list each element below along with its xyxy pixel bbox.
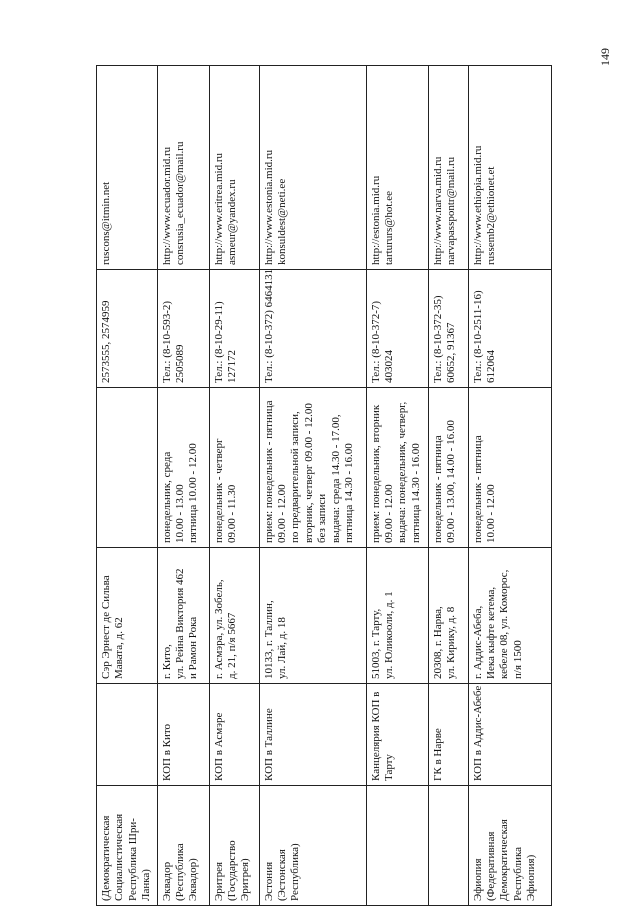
country-cell-line: Республика) <box>289 843 302 901</box>
country-cell-line: (Эстонская <box>276 849 289 901</box>
address-cell-line: д. 21, п/я 5667 <box>226 612 239 679</box>
country-cell-line: Эритрея <box>212 861 225 901</box>
country-cell-line: Демократическая <box>498 819 511 901</box>
hours-cell-line: понедельник - четверг <box>212 438 225 543</box>
website-link[interactable]: http://www.ethiopia.mid.ru <box>471 145 484 265</box>
phone-cell <box>468 270 551 388</box>
phone-cell <box>157 270 209 388</box>
office-cell <box>428 684 468 786</box>
hours-cell <box>468 388 551 548</box>
hours-cell-line: вторник, четверг 09.00 - 12.00 <box>302 403 315 543</box>
office-cell-line: КОП в Асмэре <box>212 712 225 781</box>
consular-table-rotated <box>96 66 548 906</box>
address-cell-line: г. Кито, <box>160 644 173 679</box>
phone-cell-line: 60652, 91367 <box>445 322 458 383</box>
hours-cell-line: пятница 14.30 - 16.00 <box>409 443 422 543</box>
contacts-cell <box>157 66 209 270</box>
contacts-cell-line[interactable]: tartururs@hot.ee <box>383 191 396 265</box>
table-row <box>97 66 158 906</box>
address-cell <box>259 548 366 684</box>
phone-cell-line: Тел.: (8-10-372) 6464131 <box>262 268 275 383</box>
table-row <box>366 66 428 906</box>
contacts-cell <box>366 66 428 270</box>
hours-cell <box>97 388 158 548</box>
contacts-cell-line[interactable]: konsuldest@neti.ee <box>276 178 289 265</box>
contacts-cell <box>97 66 158 270</box>
phone-cell-line: 2573555, 2574959 <box>100 300 112 383</box>
phone-cell <box>366 270 428 388</box>
hours-cell <box>209 388 259 548</box>
phone-cell <box>209 270 259 388</box>
website-link[interactable]: ruscons@itmin.net <box>100 181 112 265</box>
phone-cell-line: Тел.: (8-10-29-11) <box>212 301 225 383</box>
country-cell-line: Ланка) <box>140 869 153 901</box>
country-cell-line: (Федеративная <box>485 831 498 901</box>
hours-cell-line: прием: понедельник, вторник <box>369 404 382 543</box>
country-cell-line: (Государство <box>226 840 239 901</box>
hours-cell <box>259 388 366 548</box>
table-body <box>97 66 552 906</box>
table-row <box>157 66 209 906</box>
address-cell <box>209 548 259 684</box>
country-cell <box>209 786 259 906</box>
website-link[interactable]: http://www.eritrea.mid.ru <box>212 152 225 265</box>
address-cell-line: ул. Лай, д. 18 <box>276 617 289 679</box>
address-cell-line: Мавата, д. 62 <box>113 617 126 679</box>
country-cell-line: (Демократическая <box>100 815 112 901</box>
office-cell-line: Тарту <box>383 754 396 781</box>
phone-cell-line: 2505089 <box>174 344 187 383</box>
address-cell <box>468 548 551 684</box>
country-cell-line: Эфиопия <box>471 858 484 901</box>
website-link[interactable]: http://estonia.mid.ru <box>369 175 382 265</box>
office-cell <box>366 684 428 786</box>
hours-cell-line: пятница 10.00 - 12.00 <box>187 443 200 543</box>
hours-cell-line: понедельник, среда <box>160 451 173 543</box>
address-cell-line: Сэр Эрнест де Сильва <box>100 575 112 679</box>
hours-cell-line: 09.00 - 11.30 <box>226 484 239 543</box>
address-cell-line: 20308, г. Нарва, <box>431 606 444 679</box>
contacts-cell <box>259 66 366 270</box>
country-cell <box>366 786 428 906</box>
address-cell-line: 51003, г. Тарту, <box>369 608 382 679</box>
phone-cell-line: Тел.: (8-10-372-7) <box>369 300 382 383</box>
country-cell <box>97 786 158 906</box>
hours-cell-line: выдача: понедельник, четверг, <box>396 401 409 543</box>
hours-cell <box>428 388 468 548</box>
phone-cell-line: 127172 <box>226 350 239 383</box>
hours-cell <box>366 388 428 548</box>
office-cell <box>468 684 551 786</box>
hours-cell-line: выдача: среда 14.30 - 17.00, <box>329 414 342 543</box>
address-cell-line: 10133, г. Таллин, <box>262 600 275 679</box>
address-cell-line: ул. Кирику, д. 8 <box>445 606 458 679</box>
table-row <box>209 66 259 906</box>
hours-cell-line: 10.00 - 13.00 <box>174 484 187 543</box>
phone-cell-line: Тел.: (8-10-2511-16) <box>471 290 484 383</box>
address-cell-line: г. Аддис-Абеба, <box>471 605 484 679</box>
address-cell-line: п/я 1500 <box>511 640 524 679</box>
country-cell-line: Республика Шри- <box>126 818 139 901</box>
office-cell <box>157 684 209 786</box>
contacts-cell-line[interactable]: russemb2@ethionet.et <box>485 166 498 265</box>
phone-cell <box>259 270 366 388</box>
address-cell-line: г. Асмэра, ул. Зобель, <box>212 579 225 679</box>
contacts-cell <box>428 66 468 270</box>
address-cell <box>428 548 468 684</box>
table-row <box>428 66 468 906</box>
office-cell <box>209 684 259 786</box>
hours-cell-line: прием: понедельник - пятница <box>262 400 275 543</box>
hours-cell-line: понедельник - пятница <box>471 435 484 543</box>
country-cell-line: Эритрея) <box>239 858 252 901</box>
table-row <box>259 66 366 906</box>
hours-cell-line: 09.00 - 12.00 <box>276 484 289 543</box>
address-cell <box>157 548 209 684</box>
country-cell-line: Эстония <box>262 861 275 901</box>
contacts-cell <box>468 66 551 270</box>
hours-cell-line: без записи <box>316 493 329 543</box>
country-cell-line: Социалистическая <box>113 813 126 901</box>
address-cell-line: ул. Юликооли, д. 1 <box>383 591 396 679</box>
website-link[interactable]: http://www.ecuador.mid.ru <box>160 146 173 265</box>
hours-cell-line: 10.00 - 12.00 <box>485 484 498 543</box>
consular-offices-table <box>96 65 552 906</box>
country-cell <box>428 786 468 906</box>
office-cell-line: КОП в Аддис-Абебе <box>471 685 484 781</box>
phone-cell <box>428 270 468 388</box>
hours-cell-line: понедельник - пятница <box>431 435 444 543</box>
country-cell <box>468 786 551 906</box>
hours-cell <box>157 388 209 548</box>
country-cell <box>157 786 209 906</box>
country-cell-line: Эквадор) <box>187 858 200 901</box>
phone-cell-line: Тел.: (8-10-372-35) <box>431 295 444 383</box>
office-cell-line: КОП в Таллине <box>262 708 275 781</box>
address-cell <box>366 548 428 684</box>
website-link[interactable]: http://www.estonia.mid.ru <box>262 149 275 265</box>
contacts-cell <box>209 66 259 270</box>
contacts-cell-line[interactable]: narvapasspontr@mail.ru <box>445 156 458 265</box>
hours-cell-line: 09.00 - 13.00, 14.00 - 16.00 <box>445 420 458 543</box>
office-cell-line: КОП в Кито <box>160 723 173 781</box>
office-cell-line: ГК в Нарве <box>431 728 444 781</box>
address-cell <box>97 548 158 684</box>
table-row <box>468 66 551 906</box>
country-cell-line: Эквадор <box>160 861 173 901</box>
phone-cell-line: 612064 <box>485 350 498 383</box>
page-number: 149 <box>598 48 612 66</box>
phone-cell-line: Тел.: (8-10-593-2) <box>160 300 173 383</box>
phone-cell <box>97 270 158 388</box>
office-cell <box>259 684 366 786</box>
address-cell-line: и Рамон Рока <box>187 616 200 679</box>
contacts-cell-line[interactable]: consrusia_ecuador@mail.ru <box>174 141 187 265</box>
website-link[interactable]: http://www.narva.mid.ru <box>431 156 444 265</box>
office-cell-line: Канцелярия КОП в <box>369 691 382 781</box>
country-cell-line: Эфиопия) <box>525 854 538 901</box>
phone-cell-line: 403024 <box>383 350 396 383</box>
hours-cell-line: 09.00 - 12.00 <box>383 484 396 543</box>
address-cell-line: ул. Рейна Виктория 462 <box>174 568 187 679</box>
country-cell-line: (Республика <box>174 843 187 901</box>
contacts-cell-line[interactable]: asmeur@yandex.ru <box>226 179 239 265</box>
country-cell-line: Республика <box>511 846 524 901</box>
office-cell <box>97 684 158 786</box>
country-cell <box>259 786 366 906</box>
address-cell-line: кебеле 08, ул. Коморос, <box>498 569 511 679</box>
hours-cell-line: по предварительной записи, <box>289 411 302 543</box>
address-cell-line: Иека кыфте кетема, <box>485 586 498 679</box>
hours-cell-line: пятница 14.30 - 16.00 <box>343 443 356 543</box>
